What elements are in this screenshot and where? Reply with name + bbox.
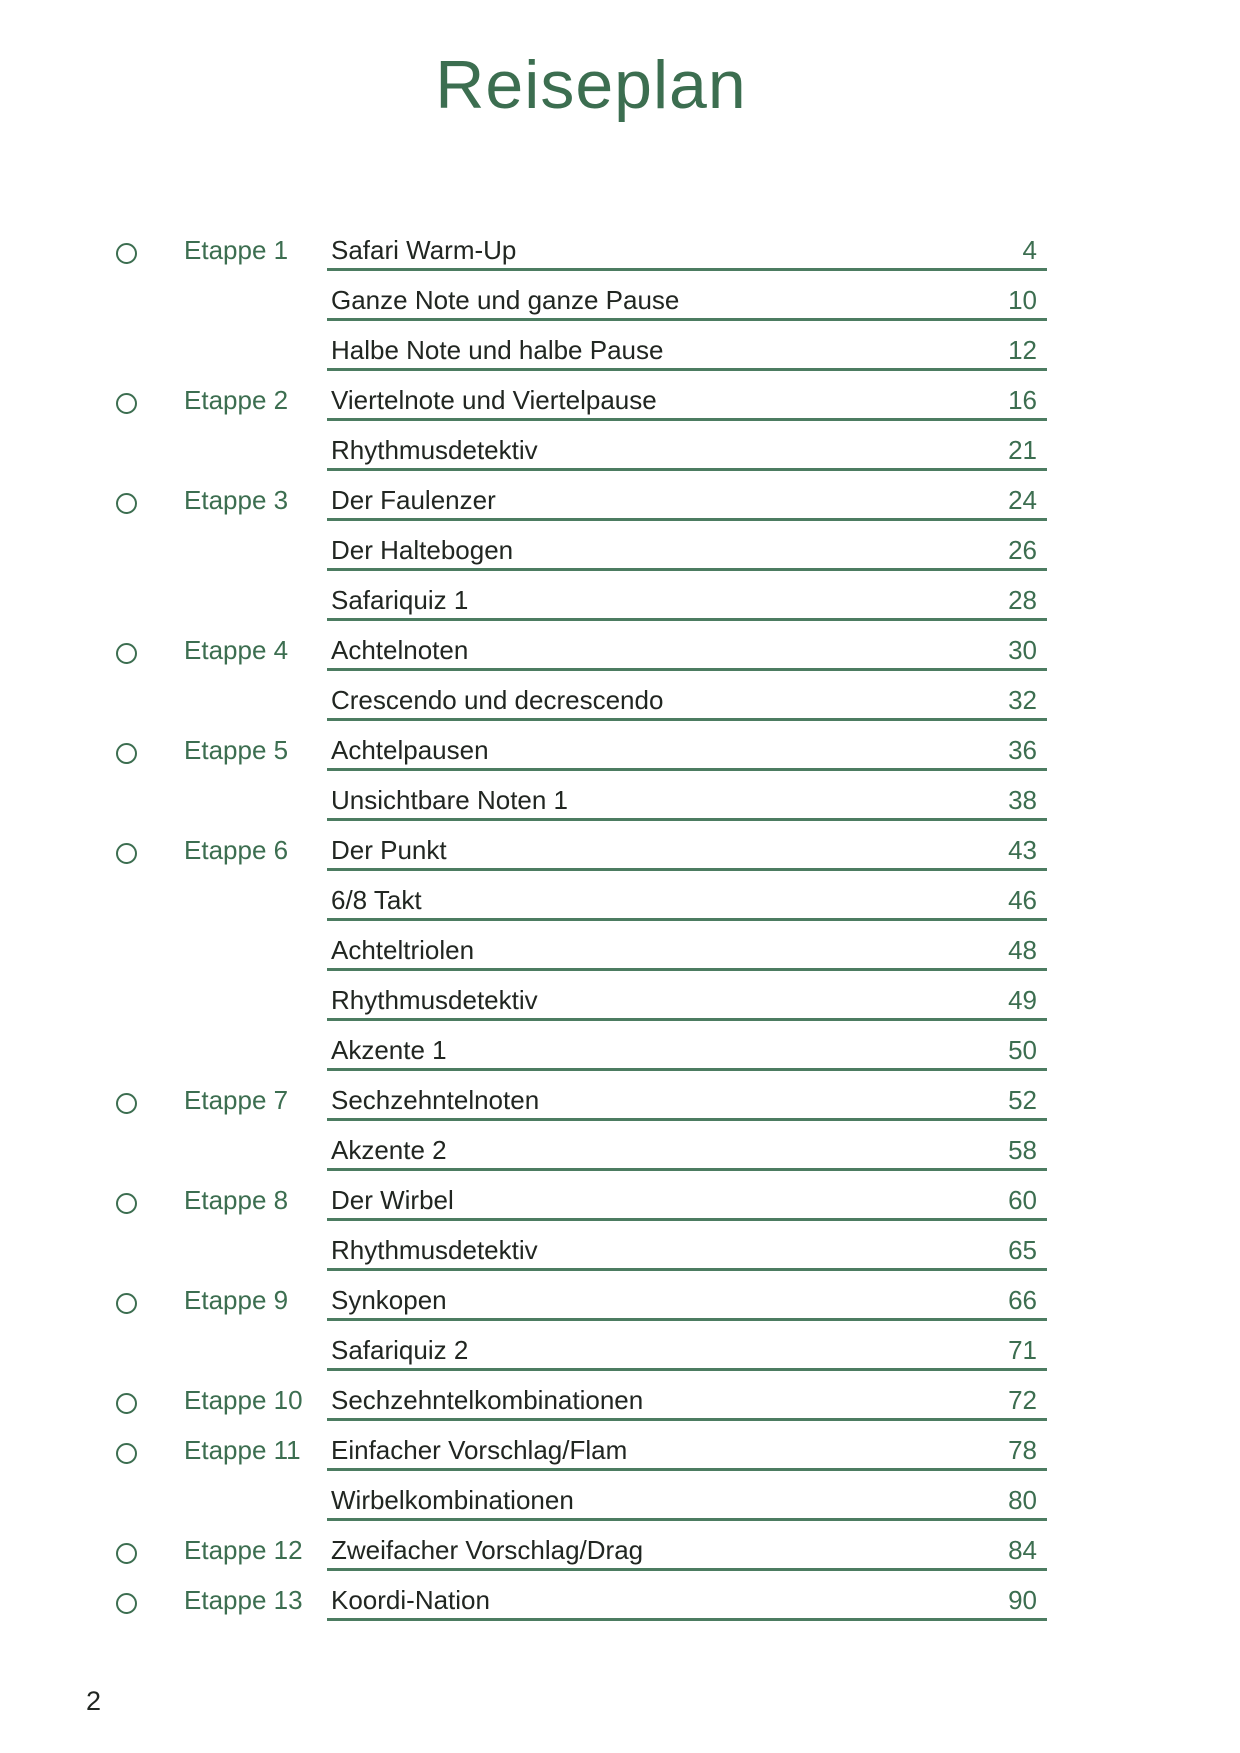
page-number: 90 — [1008, 1585, 1037, 1615]
row-underline — [327, 1068, 1047, 1071]
page-number: 10 — [1008, 285, 1037, 315]
toc-row — [0, 529, 1240, 571]
stage-checkpoint-circle-icon — [116, 1093, 137, 1114]
stage-checkpoint-circle-icon — [116, 1593, 137, 1614]
page-number: 38 — [1008, 785, 1037, 815]
page-number: 58 — [1008, 1135, 1037, 1165]
row-underline — [327, 818, 1047, 821]
topic-label: Der Faulenzer — [331, 485, 496, 515]
topic-label: Der Wirbel — [331, 1185, 454, 1215]
row-underline — [327, 718, 1047, 721]
topic-label: Safariquiz 1 — [331, 585, 469, 615]
footer-page-number: 2 — [86, 1686, 102, 1716]
row-underline — [327, 268, 1047, 271]
toc-row — [0, 879, 1240, 921]
toc-row — [0, 429, 1240, 471]
stage-checkpoint-circle-icon — [116, 243, 137, 264]
row-underline — [327, 568, 1047, 571]
topic-label: Crescendo und decrescendo — [331, 685, 664, 715]
toc-row — [0, 1529, 1240, 1571]
topic-label: Sechzehntelnoten — [331, 1085, 540, 1115]
stage-checkpoint-circle-icon — [116, 1393, 137, 1414]
toc-row — [0, 1479, 1240, 1521]
page-number: 26 — [1008, 535, 1037, 565]
row-underline — [327, 368, 1047, 371]
stage-label: Etappe 8 — [184, 1185, 289, 1215]
row-underline — [327, 1618, 1047, 1621]
toc-row — [0, 1229, 1240, 1271]
topic-label: Rhythmusdetektiv — [331, 985, 538, 1015]
row-underline — [327, 1218, 1047, 1221]
page-number: 21 — [1008, 435, 1037, 465]
stage-label: Etappe 1 — [184, 235, 289, 265]
topic-label: Achteltriolen — [331, 935, 475, 965]
page-number: 4 — [1022, 235, 1037, 265]
topic-label: Achtelnoten — [331, 635, 469, 665]
toc-row — [0, 1079, 1240, 1121]
page-number: 12 — [1008, 335, 1037, 365]
topic-label: Safariquiz 2 — [331, 1335, 469, 1365]
toc-row — [0, 1129, 1240, 1171]
stage-label: Etappe 3 — [184, 485, 289, 515]
page-number: 46 — [1008, 885, 1037, 915]
toc-row — [0, 1379, 1240, 1421]
toc-row — [0, 729, 1240, 771]
page-number: 43 — [1008, 835, 1037, 865]
page-number: 52 — [1008, 1085, 1037, 1115]
page-number: 28 — [1008, 585, 1037, 615]
page-number: 49 — [1008, 985, 1037, 1015]
page-number: 71 — [1008, 1335, 1037, 1365]
toc-row — [0, 479, 1240, 521]
page-number: 32 — [1008, 685, 1037, 715]
topic-label: 6/8 Takt — [331, 885, 422, 915]
topic-label: Rhythmusdetektiv — [331, 1235, 538, 1265]
page-number: 30 — [1008, 635, 1037, 665]
row-underline — [327, 1518, 1047, 1521]
row-underline — [327, 1318, 1047, 1321]
toc-row — [0, 829, 1240, 871]
topic-label: Ganze Note und ganze Pause — [331, 285, 680, 315]
page-number: 36 — [1008, 735, 1037, 765]
row-underline — [327, 1018, 1047, 1021]
stage-label: Etappe 5 — [184, 735, 289, 765]
toc-row — [0, 1429, 1240, 1471]
stage-label: Etappe 10 — [184, 1385, 303, 1415]
stage-checkpoint-circle-icon — [116, 1193, 137, 1214]
row-underline — [327, 1168, 1047, 1171]
row-underline — [327, 918, 1047, 921]
toc-row — [0, 679, 1240, 721]
topic-label: Zweifacher Vorschlag/Drag — [331, 1535, 644, 1565]
topic-label: Unsichtbare Noten 1 — [331, 785, 569, 815]
stage-label: Etappe 9 — [184, 1285, 289, 1315]
stage-checkpoint-circle-icon — [116, 1293, 137, 1314]
page-title: Reiseplan — [435, 47, 747, 123]
stage-checkpoint-circle-icon — [116, 643, 137, 664]
toc-row — [0, 279, 1240, 321]
stage-checkpoint-circle-icon — [116, 743, 137, 764]
row-underline — [327, 768, 1047, 771]
toc-row — [0, 979, 1240, 1021]
topic-label: Der Punkt — [331, 835, 447, 865]
page-number: 84 — [1008, 1535, 1037, 1565]
stage-label: Etappe 13 — [184, 1585, 303, 1615]
toc-row — [0, 1179, 1240, 1221]
stage-label: Etappe 12 — [184, 1535, 303, 1565]
topic-label: Viertelnote und Viertelpause — [331, 385, 657, 415]
topic-label: Safari Warm-Up — [331, 235, 517, 265]
row-underline — [327, 518, 1047, 521]
row-underline — [327, 468, 1047, 471]
stage-checkpoint-circle-icon — [116, 393, 137, 414]
page-number: 78 — [1008, 1435, 1037, 1465]
topic-label: Der Haltebogen — [331, 535, 514, 565]
page-number: 66 — [1008, 1285, 1037, 1315]
row-underline — [327, 1418, 1047, 1421]
toc-row — [0, 1029, 1240, 1071]
toc-row — [0, 1329, 1240, 1371]
page-number: 48 — [1008, 935, 1037, 965]
stage-checkpoint-circle-icon — [116, 493, 137, 514]
page-number: 24 — [1008, 485, 1037, 515]
topic-label: Einfacher Vorschlag/Flam — [331, 1435, 628, 1465]
topic-label: Koordi-Nation — [331, 1585, 490, 1615]
topic-label: Rhythmusdetektiv — [331, 435, 538, 465]
page-number: 80 — [1008, 1485, 1037, 1515]
toc-row — [0, 1279, 1240, 1321]
row-underline — [327, 618, 1047, 621]
topic-label: Wirbelkombinationen — [331, 1485, 574, 1515]
toc-row — [0, 379, 1240, 421]
row-underline — [327, 1568, 1047, 1571]
page-number: 72 — [1008, 1385, 1037, 1415]
toc-row — [0, 1579, 1240, 1621]
stage-label: Etappe 7 — [184, 1085, 289, 1115]
page-number: 60 — [1008, 1185, 1037, 1215]
toc-row — [0, 629, 1240, 671]
row-underline — [327, 418, 1047, 421]
topic-label: Synkopen — [331, 1285, 447, 1315]
row-underline — [327, 1118, 1047, 1121]
stage-checkpoint-circle-icon — [116, 1543, 137, 1564]
stage-checkpoint-circle-icon — [116, 1443, 137, 1464]
row-underline — [327, 318, 1047, 321]
row-underline — [327, 1468, 1047, 1471]
stage-label: Etappe 4 — [184, 635, 289, 665]
page-number: 50 — [1008, 1035, 1037, 1065]
row-underline — [327, 1268, 1047, 1271]
toc-row — [0, 779, 1240, 821]
page-number: 16 — [1008, 385, 1037, 415]
topic-label: Achtelpausen — [331, 735, 489, 765]
row-underline — [327, 668, 1047, 671]
toc-row — [0, 579, 1240, 621]
stage-label: Etappe 11 — [184, 1435, 301, 1465]
row-underline — [327, 1368, 1047, 1371]
stage-label: Etappe 2 — [184, 385, 289, 415]
topic-label: Halbe Note und halbe Pause — [331, 335, 664, 365]
stage-label: Etappe 6 — [184, 835, 289, 865]
topic-label: Akzente 2 — [331, 1135, 447, 1165]
stage-checkpoint-circle-icon — [116, 843, 137, 864]
page-number: 65 — [1008, 1235, 1037, 1265]
topic-label: Akzente 1 — [331, 1035, 447, 1065]
topic-label: Sechzehntelkombinationen — [331, 1385, 644, 1415]
row-underline — [327, 868, 1047, 871]
toc-row — [0, 329, 1240, 371]
toc-row — [0, 929, 1240, 971]
toc-row — [0, 229, 1240, 271]
row-underline — [327, 968, 1047, 971]
